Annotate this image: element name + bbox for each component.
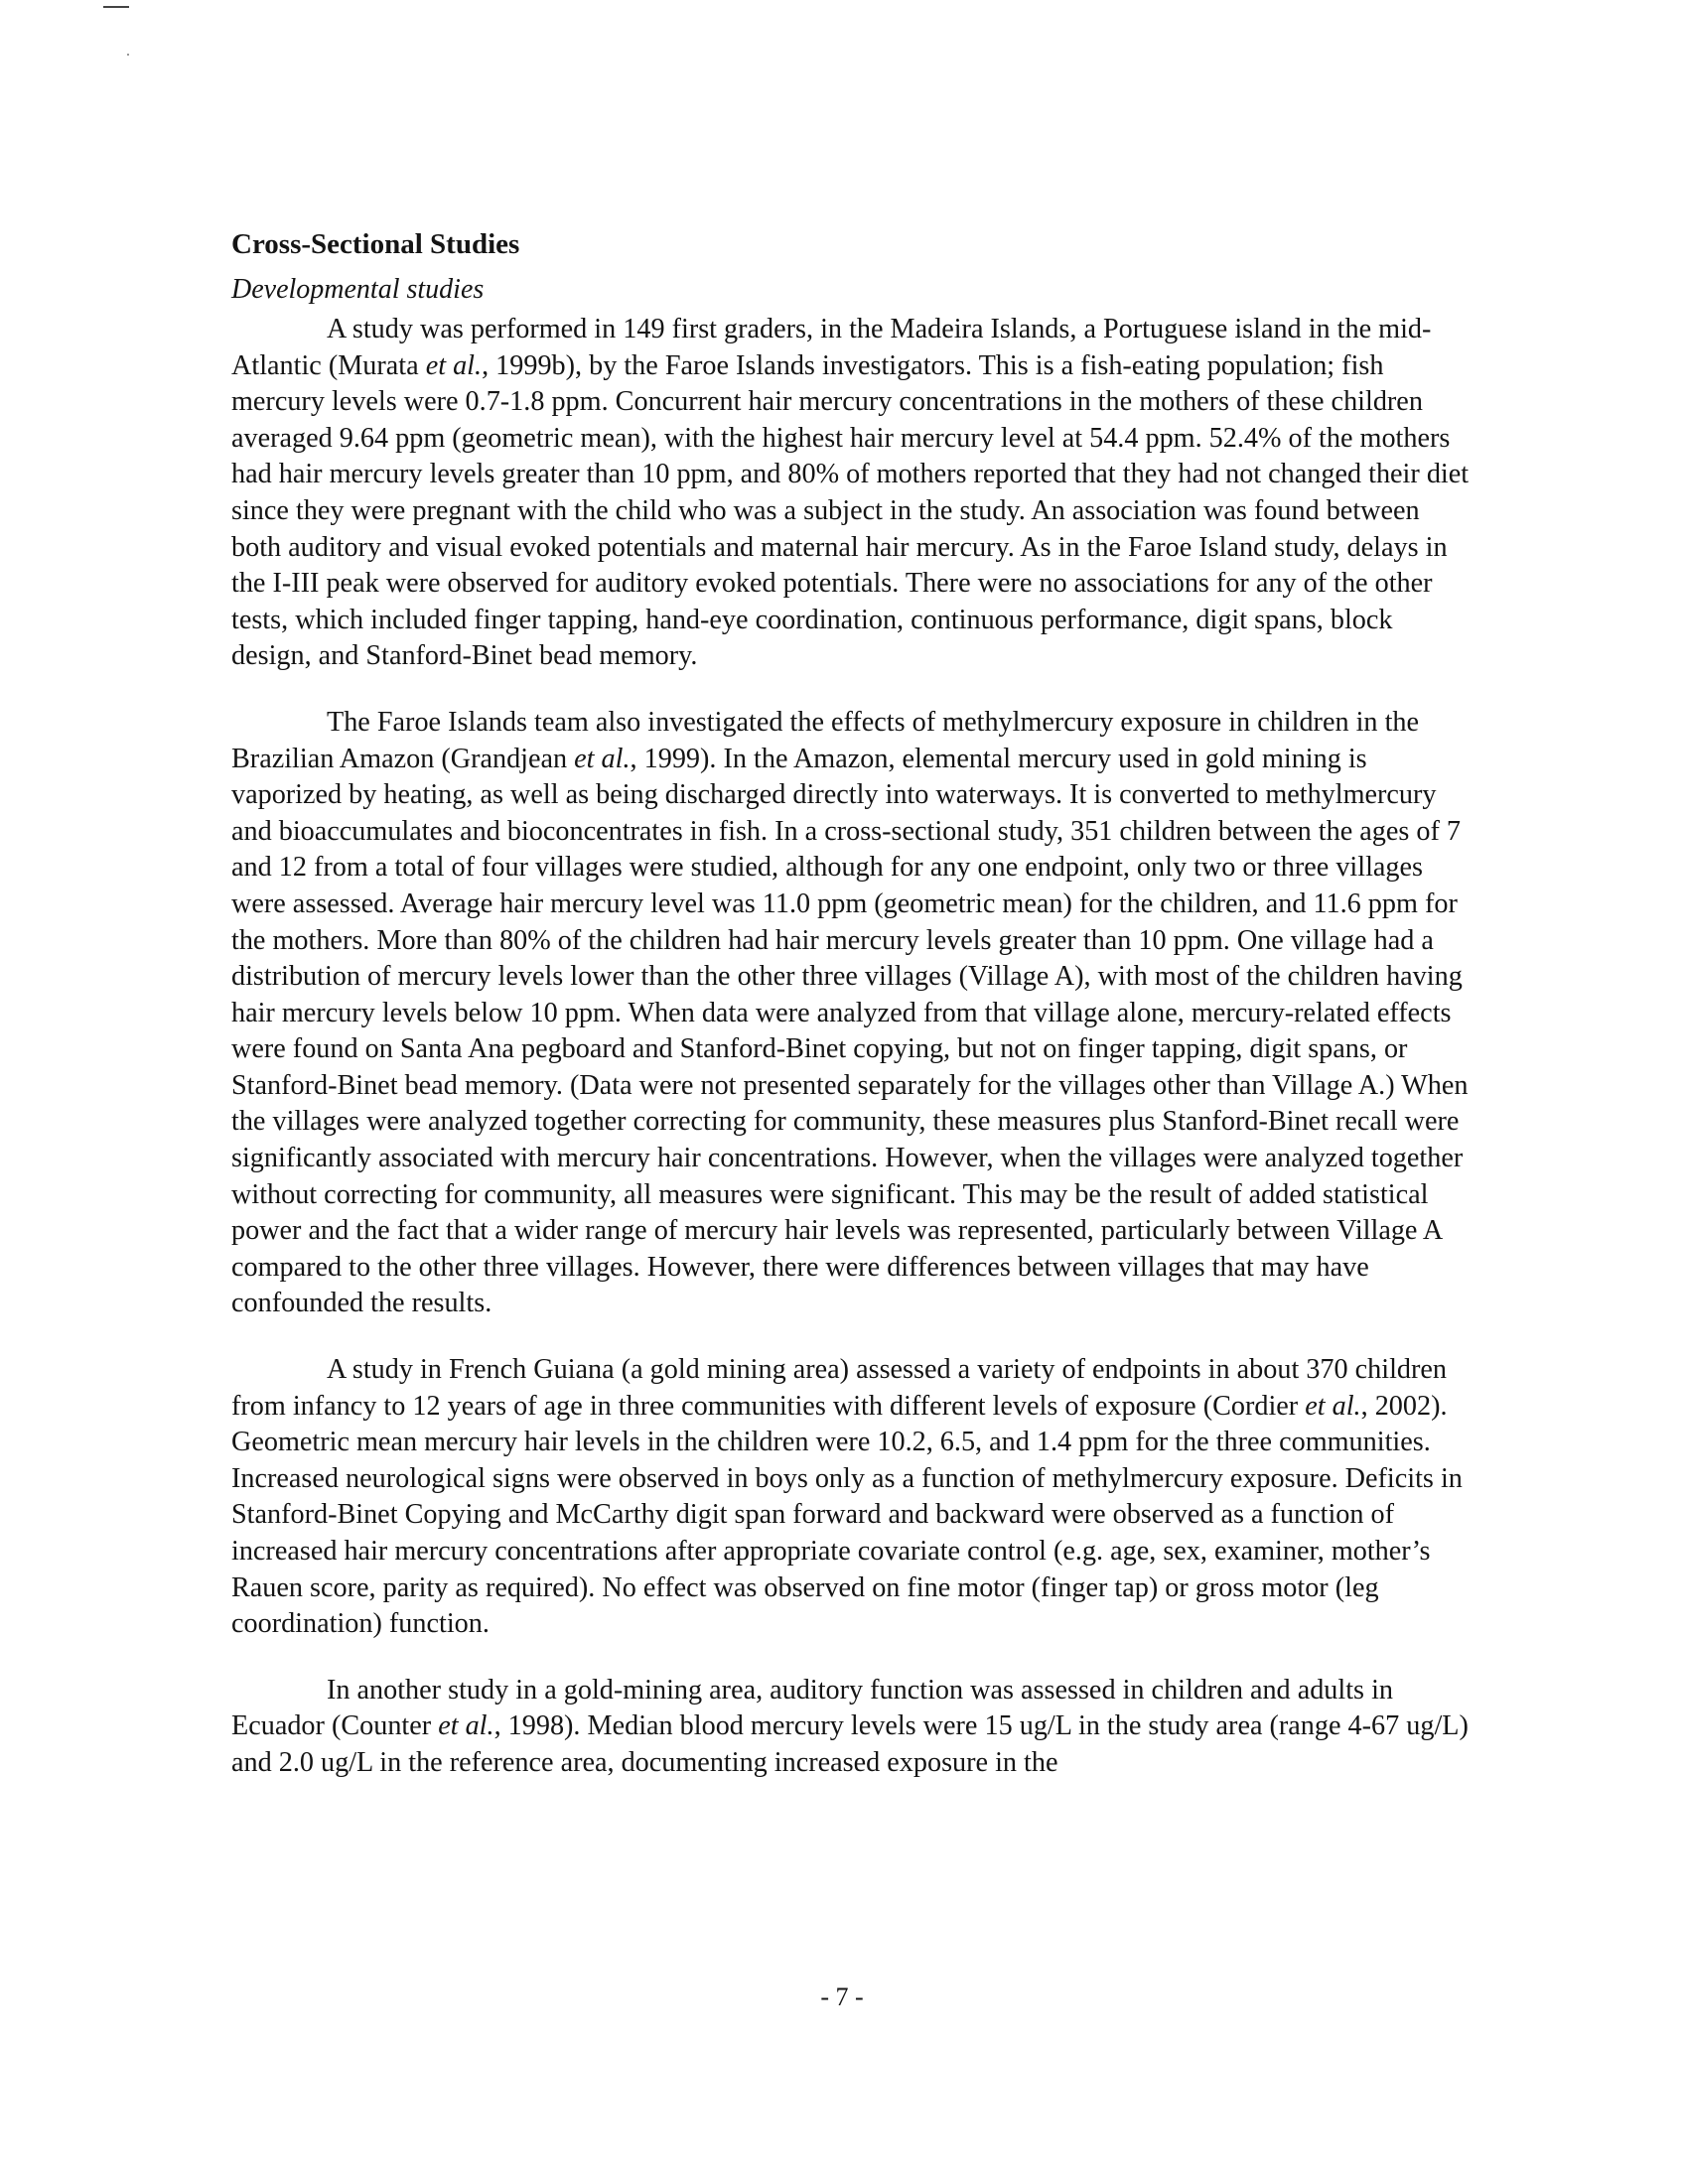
paragraph-text: , 1998). Median blood mercury levels were 15 ug/L in the study area (range 4-67 ug/L) and 2.0 ug/L in the reference area, documenting increased exposure in the (231, 1710, 1469, 1778)
scan-mark (103, 6, 129, 8)
citation-etal: et al. (574, 743, 631, 774)
paragraph-text: In another study in a gold-mining area, auditory function was assessed in children and adults in Ecuador (Counter (231, 1674, 1394, 1742)
paragraph-ecuador-study (231, 1673, 1473, 1782)
page-number: - 7 - (820, 1982, 864, 2011)
section-heading: Cross-Sectional Studies (231, 228, 520, 260)
paragraph-text: , 1999). In the Amazon, elemental mercury used in gold mining is vaporized by heating, as well as being discharged directly into waterways. It is converted to methylmercury and bioaccumulates and bioconcentrates in fish. In a cross-sectional study, 351 children between the ages of 7 and 12 from a total of four villages were studied, although for any one endpoint, only two or three villages were assessed. Average hair mercury level was 11.0 ppm (geometric mean) for the children, and 11.6 ppm for the mothers. More than 80% of the children had hair mercury levels greater than 10 ppm. One village had a distribution of mercury levels lower than the other three villages (Village A), with most of the children having hair mercury levels below 10 ppm. When data were analyzed from that village alone, mercury-related effects were found on Santa Ana pegboard and Stanford-Binet copying, but not on finger tapping, digit spans, or Stanford-Binet bead memory. (Data were not presented separately for the villages other than Village A.) When the villages were analyzed together correcting for community, these measures plus Stanford-Binet recall were significantly associated with mercury hair concentrations. However, when the villages were analyzed together without correcting for community, all measures were significant. This may be the result of added statistical power and the fact that a wider range of mercury hair levels was represented, particularly between Village A compared to the other three villages. However, there were differences between villages that may have confounded the results. (231, 743, 1469, 1319)
citation-etal: et al. (1305, 1390, 1361, 1422)
paragraph-text: , 1999b), by the Faroe Islands investigators. This is a fish-eating population; fish mercury levels were 0.7-1.8 ppm. Concurrent hair mercury concentrations in the mothers of these children averaged 9.64 ppm (geometric mean), with the highest hair mercury level at 54.4 ppm. 52.4% of the mothers had hair mercury levels greater than 10 ppm, and 80% of mothers reported that they had not changed their diet since they were pregnant with the child who was a subject in the study. An association was found between both auditory and visual evoked potentials and maternal hair mercury. As in the Faroe Island study, delays in the I-III peak were observed for auditory evoked potentials. There were no associations for any of the other tests, which included finger tapping, hand-eye coordination, continuous performance, digit spans, block design, and Stanford-Binet bead memory. (231, 349, 1470, 672)
paragraph-text: A study in French Guiana (a gold mining area) assessed a variety of endpoints in about 370 children from infancy to 12 years of age in three communities with different levels of exposure (Cordier (231, 1354, 1448, 1422)
page-body (231, 226, 1473, 1812)
paragraph-text: The Faroe Islands team also investigated the effects of methylmercury exposure in children in the Brazilian Amazon (Grandjean (231, 706, 1420, 774)
citation-etal: et al. (425, 349, 483, 381)
subsection-heading: Developmental studies (231, 274, 485, 305)
paragraph-madeira-study (231, 312, 1473, 675)
paragraph-text: A study was performed in 149 first graders, in the Madeira Islands, a Portuguese island in the mid-Atlantic (Murata (231, 314, 1432, 381)
citation-etal: et al. (438, 1710, 494, 1742)
scan-speck (127, 54, 129, 56)
paragraph-text: , 2002). Geometric mean mercury hair levels in the children were 10.2, 6.5, and 1.4 ppm for the three communities. Increased neurological signs were observed in boys only as a function of methylmercury exposure. Deficits in Stanford-Binet Copying and McCarthy digit span forward and backward were observed as a function of increased hair mercury concentrations after appropriate covariate control (e.g. age, sex, examiner, mother’s Rauen score, parity as required). No effect was observed on fine motor (finger tap) or gross motor (leg coordination) function. (231, 1390, 1463, 1640)
paragraph-amazon-study (231, 705, 1473, 1322)
paragraph-french-guiana-study (231, 1352, 1473, 1643)
